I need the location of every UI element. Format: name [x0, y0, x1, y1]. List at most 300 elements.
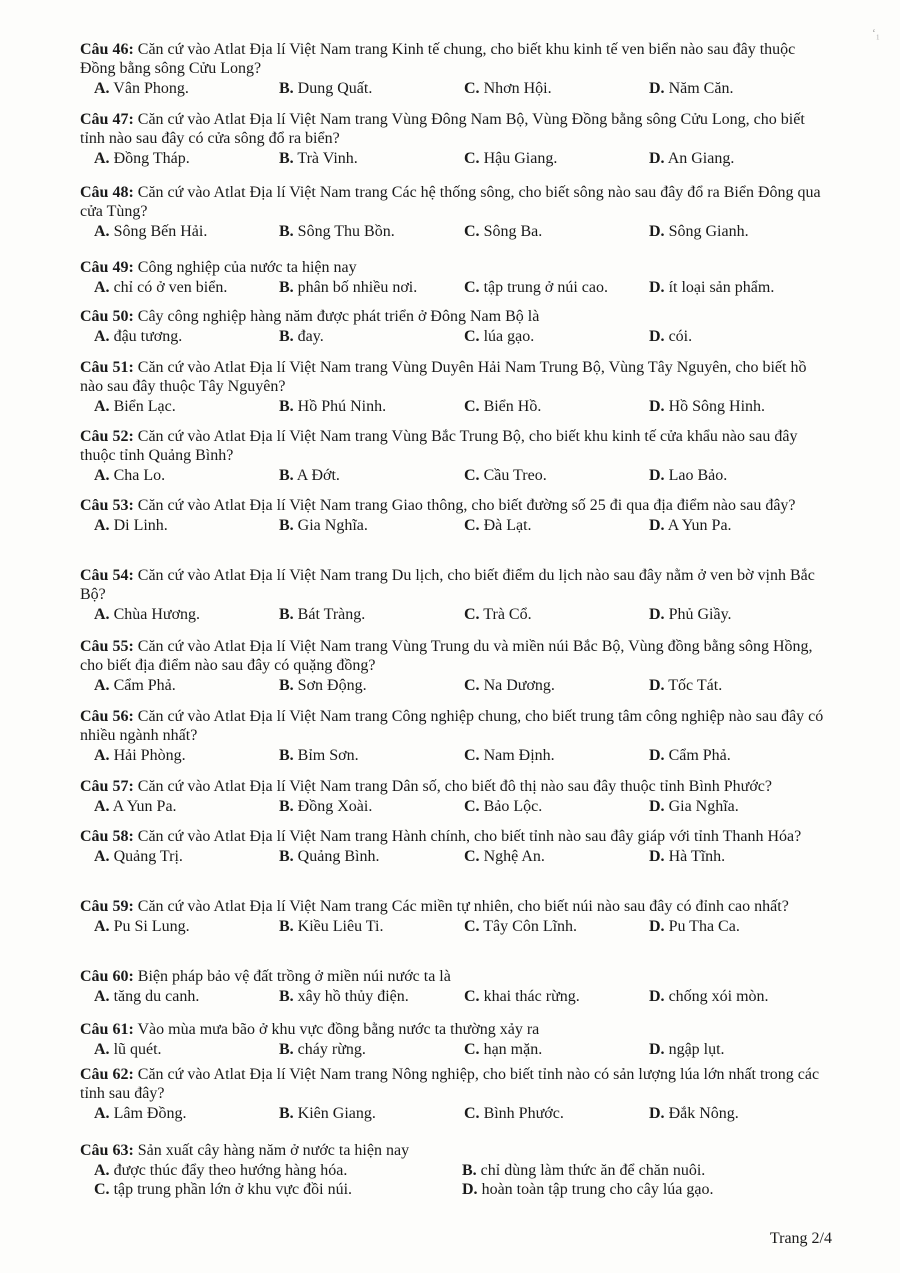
- question-stem: [80, 358, 825, 396]
- option-label: A.: [94, 798, 110, 815]
- question-stem: [80, 777, 825, 796]
- option-text: cói.: [668, 328, 693, 345]
- answer-options: [80, 676, 825, 695]
- option-text: A Yun Pa.: [112, 798, 177, 815]
- option-text: Bình Phước.: [483, 1105, 564, 1122]
- answer-option: [80, 327, 265, 346]
- option-label: B.: [279, 328, 294, 345]
- option-text: cháy rừng.: [297, 1041, 366, 1058]
- answer-option: [450, 746, 635, 765]
- answer-options: [80, 222, 825, 241]
- option-label: C.: [464, 80, 480, 97]
- option-text: Hậu Giang.: [483, 150, 558, 167]
- answer-option: [265, 605, 450, 624]
- answer-option: [635, 987, 820, 1006]
- answer-option: [265, 516, 450, 535]
- answer-option: [450, 797, 635, 816]
- option-label: A.: [94, 1162, 110, 1179]
- question-number: Câu 57:: [80, 778, 134, 795]
- answer-options: [80, 397, 825, 416]
- question-number: Câu 50:: [80, 308, 134, 325]
- option-text: Năm Căn.: [668, 80, 734, 97]
- option-label: B.: [279, 1105, 294, 1122]
- answer-option: [635, 222, 820, 241]
- option-label: A.: [94, 279, 110, 296]
- option-text: ít loại sản phẩm.: [668, 279, 775, 296]
- answer-option: [80, 1040, 265, 1059]
- question-block: [80, 358, 825, 416]
- option-label: D.: [649, 223, 665, 240]
- question-text: Căn cứ vào Atlat Địa lí Việt Nam trang Vùng Duyên Hải Nam Trung Bộ, Vùng Tây Nguyên, cho biết hồ nào sau đây thuộc Tây Nguyên?: [80, 359, 807, 395]
- option-label: C.: [94, 1181, 110, 1198]
- answer-option: [80, 987, 265, 1006]
- answer-option: [450, 917, 635, 936]
- answer-option: [450, 847, 635, 866]
- option-label: D.: [649, 1041, 665, 1058]
- answer-option: [80, 149, 265, 168]
- option-text: hạn mặn.: [483, 1041, 543, 1058]
- answer-option: [80, 397, 265, 416]
- answer-option: [450, 1104, 635, 1123]
- option-text: A Đớt.: [296, 467, 340, 484]
- option-text: Cẩm Phả.: [113, 677, 176, 694]
- answer-options: [80, 987, 825, 1006]
- option-label: C.: [464, 328, 480, 345]
- option-text: Kiều Liêu Ti.: [297, 918, 384, 935]
- question-number: Câu 56:: [80, 708, 134, 725]
- question-text: Căn cứ vào Atlat Địa lí Việt Nam trang Giao thông, cho biết đường số 25 đi qua địa điểm nào sau đây?: [137, 497, 796, 514]
- question-number: Câu 63:: [80, 1142, 134, 1159]
- answer-option: [635, 79, 820, 98]
- option-label: C.: [464, 1041, 480, 1058]
- question-block: [80, 427, 825, 485]
- answer-option: [448, 1161, 816, 1180]
- answer-option: [635, 327, 820, 346]
- option-text: Tốc Tát.: [668, 677, 723, 694]
- option-text: Pu Si Lung.: [113, 918, 190, 935]
- question-stem: [80, 258, 825, 277]
- option-text: Hồ Phú Ninh.: [297, 398, 387, 415]
- question-block: [80, 777, 825, 816]
- question-text: Vào mùa mưa bão ở khu vực đồng bằng nước ta thường xảy ra: [137, 1021, 540, 1038]
- option-text: Kiên Giang.: [297, 1105, 376, 1122]
- option-label: B.: [279, 279, 294, 296]
- answer-option: [265, 79, 450, 98]
- question-text: Căn cứ vào Atlat Địa lí Việt Nam trang Nông nghiệp, cho biết tỉnh nào có sản lượng lúa lớn nhất trong các tỉnh sau đây?: [80, 1066, 820, 1102]
- answer-option: [265, 797, 450, 816]
- option-text: chỉ có ở ven biển.: [113, 279, 228, 296]
- option-label: B.: [462, 1162, 477, 1179]
- option-text: Cha Lo.: [113, 467, 166, 484]
- option-label: A.: [94, 517, 110, 534]
- question-text: Căn cứ vào Atlat Địa lí Việt Nam trang Du lịch, cho biết điểm du lịch nào sau đây nằm ở ven bờ vịnh Bắc Bộ?: [80, 567, 815, 603]
- question-text: Sản xuất cây hàng năm ở nước ta hiện nay: [137, 1142, 410, 1159]
- question-block: [80, 307, 825, 346]
- option-text: được thúc đẩy theo hướng hàng hóa.: [113, 1162, 348, 1179]
- answer-option: [265, 847, 450, 866]
- answer-option: [635, 847, 820, 866]
- option-text: tập trung phần lớn ở khu vực đồi núi.: [113, 1181, 353, 1198]
- option-label: A.: [94, 606, 110, 623]
- answer-option: [450, 605, 635, 624]
- option-label: D.: [649, 918, 665, 935]
- question-stem: [80, 1020, 825, 1039]
- option-label: C.: [464, 606, 480, 623]
- answer-option: [80, 1104, 265, 1123]
- answer-option: [635, 149, 820, 168]
- option-label: D.: [649, 467, 665, 484]
- question-number: Câu 49:: [80, 259, 134, 276]
- question-number: Câu 46:: [80, 41, 134, 58]
- option-text: Quảng Trị.: [113, 848, 183, 865]
- answer-options: [80, 605, 825, 624]
- option-text: chỉ dùng làm thức ăn để chăn nuôi.: [480, 1162, 706, 1179]
- answer-option: [450, 987, 635, 1006]
- question-text: Căn cứ vào Atlat Địa lí Việt Nam trang Công nghiệp chung, cho biết trung tâm công nghiệp nào sau đây có nhiều ngành nhất?: [80, 708, 824, 744]
- answer-options: [80, 746, 825, 765]
- option-text: Trà Cổ.: [483, 606, 532, 623]
- option-label: B.: [279, 150, 294, 167]
- question-stem: [80, 637, 825, 675]
- question-number: Câu 48:: [80, 184, 134, 201]
- answer-option: [635, 397, 820, 416]
- question-block: [80, 967, 825, 1006]
- answer-option: [450, 149, 635, 168]
- option-text: Trà Vinh.: [297, 150, 358, 167]
- question-stem: [80, 496, 825, 515]
- answer-option: [265, 278, 450, 297]
- answer-options: [80, 516, 825, 535]
- option-label: D.: [462, 1181, 478, 1198]
- question-number: Câu 58:: [80, 828, 134, 845]
- question-block: [80, 110, 825, 168]
- option-label: D.: [649, 606, 665, 623]
- option-label: C.: [464, 988, 480, 1005]
- question-number: Câu 62:: [80, 1066, 134, 1083]
- question-text: Căn cứ vào Atlat Địa lí Việt Nam trang Dân số, cho biết đô thị nào sau đây thuộc tỉnh Bình Phước?: [137, 778, 772, 795]
- option-label: C.: [464, 398, 480, 415]
- option-text: Di Linh.: [113, 517, 168, 534]
- option-text: Gia Nghĩa.: [668, 798, 739, 815]
- option-label: C.: [464, 150, 480, 167]
- option-label: B.: [279, 988, 294, 1005]
- option-text: Đồng Tháp.: [113, 150, 190, 167]
- question-number: Câu 53:: [80, 497, 134, 514]
- option-text: đậu tương.: [113, 328, 183, 345]
- option-text: Đắk Nông.: [668, 1105, 739, 1122]
- question-block: [80, 258, 825, 297]
- answer-option: [635, 605, 820, 624]
- answer-option: [450, 327, 635, 346]
- question-block: [80, 40, 825, 98]
- option-text: lúa gạo.: [483, 328, 535, 345]
- answer-option: [80, 1180, 448, 1199]
- option-label: A.: [94, 918, 110, 935]
- option-text: Nghệ An.: [483, 848, 545, 865]
- option-label: A.: [94, 80, 110, 97]
- question-number: Câu 59:: [80, 898, 134, 915]
- question-block: [80, 1020, 825, 1059]
- answer-option: [80, 516, 265, 535]
- question-text: Căn cứ vào Atlat Địa lí Việt Nam trang Hành chính, cho biết tỉnh nào sau đây giáp với tỉnh Thanh Hóa?: [137, 828, 802, 845]
- option-text: Gia Nghĩa.: [297, 517, 368, 534]
- answer-option: [635, 466, 820, 485]
- question-text: Căn cứ vào Atlat Địa lí Việt Nam trang Các miền tự nhiên, cho biết núi nào sau đây có đỉnh cao nhất?: [137, 898, 789, 915]
- option-text: Hà Tĩnh.: [668, 848, 726, 865]
- answer-option: [448, 1180, 816, 1199]
- answer-option: [635, 278, 820, 297]
- option-text: Đà Lạt.: [483, 517, 532, 534]
- option-text: Cẩm Phả.: [668, 747, 731, 764]
- option-text: A Yun Pa.: [667, 517, 732, 534]
- answer-option: [635, 1104, 820, 1123]
- answer-option: [450, 516, 635, 535]
- question-stem: [80, 1141, 825, 1160]
- option-label: A.: [94, 747, 110, 764]
- option-label: D.: [649, 1105, 665, 1122]
- option-label: D.: [649, 328, 665, 345]
- question-stem: [80, 827, 825, 846]
- question-stem: [80, 897, 825, 916]
- option-label: B.: [279, 677, 294, 694]
- answer-option: [80, 466, 265, 485]
- answer-option: [450, 676, 635, 695]
- option-label: A.: [94, 1105, 110, 1122]
- question-stem: [80, 707, 825, 745]
- answer-options: [80, 847, 825, 866]
- option-label: C.: [464, 848, 480, 865]
- question-stem: [80, 1065, 825, 1103]
- answer-option: [635, 746, 820, 765]
- question-stem: [80, 566, 825, 604]
- question-block: [80, 1141, 825, 1199]
- option-label: A.: [94, 1041, 110, 1058]
- question-text: Căn cứ vào Atlat Địa lí Việt Nam trang Kinh tế chung, cho biết khu kinh tế ven biển nào sau đây thuộc Đồng bằng sông Cửu Long?: [80, 41, 796, 77]
- question-block: [80, 827, 825, 866]
- option-label: A.: [94, 150, 110, 167]
- option-text: Sông Ba.: [483, 223, 543, 240]
- option-text: chống xói mòn.: [668, 988, 769, 1005]
- option-label: B.: [279, 747, 294, 764]
- answer-options: [80, 797, 825, 816]
- question-block: [80, 707, 825, 765]
- answer-option: [80, 605, 265, 624]
- question-number: Câu 51:: [80, 359, 134, 376]
- option-text: Tây Côn Lĩnh.: [483, 918, 578, 935]
- question-block: [80, 1065, 825, 1123]
- option-text: đay.: [297, 328, 324, 345]
- option-text: Lao Bảo.: [668, 467, 728, 484]
- option-label: A.: [94, 848, 110, 865]
- option-text: Hải Phòng.: [113, 747, 186, 764]
- question-block: [80, 183, 825, 241]
- option-text: tăng du canh.: [113, 988, 200, 1005]
- answer-options: [80, 1040, 825, 1059]
- question-text: Căn cứ vào Atlat Địa lí Việt Nam trang Vùng Trung du và miền núi Bắc Bộ, Vùng đồng bằng sông Hồng, cho biết địa điểm nào sau đây có quặng đồng?: [80, 638, 813, 674]
- option-text: hoàn toàn tập trung cho cây lúa gạo.: [481, 1181, 714, 1198]
- question-text: Công nghiệp của nước ta hiện nay: [137, 259, 357, 276]
- option-text: Biển Hồ.: [483, 398, 542, 415]
- option-label: B.: [279, 467, 294, 484]
- option-text: lũ quét.: [113, 1041, 162, 1058]
- question-text: Biện pháp bảo vệ đất trồng ở miền núi nước ta là: [137, 968, 451, 985]
- question-text: Cây công nghiệp hàng năm được phát triển ở Đông Nam Bộ là: [137, 308, 540, 325]
- option-label: D.: [649, 398, 665, 415]
- option-label: D.: [649, 747, 665, 764]
- answer-option: [450, 222, 635, 241]
- answer-options: [80, 1104, 825, 1123]
- answer-option: [450, 397, 635, 416]
- question-stem: [80, 110, 825, 148]
- option-label: B.: [279, 517, 294, 534]
- question-block: [80, 637, 825, 695]
- answer-option: [265, 746, 450, 765]
- option-text: Đồng Xoài.: [297, 798, 373, 815]
- answer-option: [265, 676, 450, 695]
- answer-option: [80, 79, 265, 98]
- question-number: Câu 61:: [80, 1021, 134, 1038]
- option-text: Nam Định.: [483, 747, 555, 764]
- option-text: xây hồ thủy điện.: [297, 988, 409, 1005]
- question-text: Căn cứ vào Atlat Địa lí Việt Nam trang Các hệ thống sông, cho biết sông nào sau đây đổ ra Biển Đông qua cửa Tùng?: [80, 184, 821, 220]
- corner-mark: ʻ₁: [871, 26, 880, 40]
- question-number: Câu 47:: [80, 111, 134, 128]
- answer-options: [80, 79, 825, 98]
- answer-options: [80, 466, 825, 485]
- option-text: Sông Gianh.: [668, 223, 749, 240]
- question-text: Căn cứ vào Atlat Địa lí Việt Nam trang Vùng Bắc Trung Bộ, cho biết khu kinh tế cửa khẩu nào sau đây thuộc tỉnh Quảng Bình?: [80, 428, 798, 464]
- answer-option: [80, 746, 265, 765]
- option-text: Hồ Sông Hinh.: [668, 398, 766, 415]
- answer-options: [80, 1161, 825, 1199]
- answer-option: [80, 278, 265, 297]
- answer-option: [265, 1040, 450, 1059]
- option-text: ngập lụt.: [668, 1041, 725, 1058]
- question-block: [80, 897, 825, 936]
- option-label: A.: [94, 223, 110, 240]
- answer-option: [265, 917, 450, 936]
- question-stem: [80, 427, 825, 465]
- answer-option: [265, 149, 450, 168]
- answer-option: [80, 847, 265, 866]
- answer-option: [450, 79, 635, 98]
- option-text: Quảng Bình.: [297, 848, 380, 865]
- answer-option: [265, 327, 450, 346]
- option-label: C.: [464, 918, 480, 935]
- answer-option: [450, 1040, 635, 1059]
- answer-option: [635, 1040, 820, 1059]
- option-label: A.: [94, 398, 110, 415]
- question-stem: [80, 307, 825, 326]
- option-text: Chùa Hương.: [113, 606, 201, 623]
- answer-options: [80, 327, 825, 346]
- option-text: An Giang.: [667, 150, 735, 167]
- option-label: B.: [279, 848, 294, 865]
- option-label: B.: [279, 80, 294, 97]
- answer-option: [265, 397, 450, 416]
- option-label: A.: [94, 677, 110, 694]
- answer-option: [265, 987, 450, 1006]
- option-label: A.: [94, 467, 110, 484]
- option-text: Nhơn Hội.: [483, 80, 552, 97]
- answer-option: [265, 222, 450, 241]
- option-label: D.: [649, 517, 665, 534]
- option-label: A.: [94, 328, 110, 345]
- option-label: B.: [279, 798, 294, 815]
- answer-option: [265, 1104, 450, 1123]
- option-label: D.: [649, 80, 665, 97]
- option-text: Sông Thu Bồn.: [297, 223, 395, 240]
- option-text: Bát Tràng.: [297, 606, 366, 623]
- option-label: B.: [279, 1041, 294, 1058]
- answer-option: [635, 516, 820, 535]
- question-number: Câu 55:: [80, 638, 134, 655]
- option-text: Pu Tha Ca.: [668, 918, 740, 935]
- question-number: Câu 54:: [80, 567, 134, 584]
- answer-option: [265, 466, 450, 485]
- option-text: Na Dương.: [483, 677, 555, 694]
- answer-option: [80, 676, 265, 695]
- answer-options: [80, 149, 825, 168]
- answer-option: [80, 917, 265, 936]
- option-label: C.: [464, 223, 480, 240]
- question-stem: [80, 40, 825, 78]
- answer-options: [80, 278, 825, 297]
- question-block: [80, 496, 825, 535]
- answer-option: [80, 1161, 448, 1180]
- option-label: D.: [649, 279, 665, 296]
- option-text: Bảo Lộc.: [483, 798, 543, 815]
- option-label: B.: [279, 223, 294, 240]
- option-label: C.: [464, 798, 480, 815]
- option-text: Sông Bến Hải.: [113, 223, 208, 240]
- option-text: tập trung ở núi cao.: [483, 279, 608, 296]
- option-label: C.: [464, 279, 480, 296]
- question-number: Câu 52:: [80, 428, 134, 445]
- option-label: B.: [279, 606, 294, 623]
- option-text: khai thác rừng.: [483, 988, 580, 1005]
- answer-option: [450, 278, 635, 297]
- option-label: C.: [464, 747, 480, 764]
- option-label: D.: [649, 150, 665, 167]
- option-text: Lâm Đồng.: [113, 1105, 187, 1122]
- option-label: D.: [649, 988, 665, 1005]
- question-stem: [80, 183, 825, 221]
- question-text: Căn cứ vào Atlat Địa lí Việt Nam trang Vùng Đông Nam Bộ, Vùng Đồng bằng sông Cửu Long, cho biết tỉnh nào sau đây có cửa sông đổ ra biển?: [80, 111, 805, 147]
- option-label: C.: [464, 677, 480, 694]
- option-text: Cầu Treo.: [483, 467, 547, 484]
- question-block: [80, 566, 825, 624]
- page-number: Trang 2/4: [769, 1230, 832, 1247]
- option-text: phân bố nhiều nơi.: [297, 279, 418, 296]
- option-label: C.: [464, 467, 480, 484]
- option-text: Vân Phong.: [113, 80, 189, 97]
- option-label: C.: [464, 517, 480, 534]
- answer-options: [80, 917, 825, 936]
- question-number: Câu 60:: [80, 968, 134, 985]
- answer-option: [80, 797, 265, 816]
- answer-option: [80, 222, 265, 241]
- option-label: D.: [649, 798, 665, 815]
- option-text: Bỉm Sơn.: [297, 747, 359, 764]
- option-text: Phủ Giầy.: [668, 606, 732, 623]
- answer-option: [450, 466, 635, 485]
- answer-option: [635, 676, 820, 695]
- answer-option: [635, 797, 820, 816]
- question-stem: [80, 967, 825, 986]
- option-label: B.: [279, 918, 294, 935]
- option-text: Sơn Động.: [297, 677, 367, 694]
